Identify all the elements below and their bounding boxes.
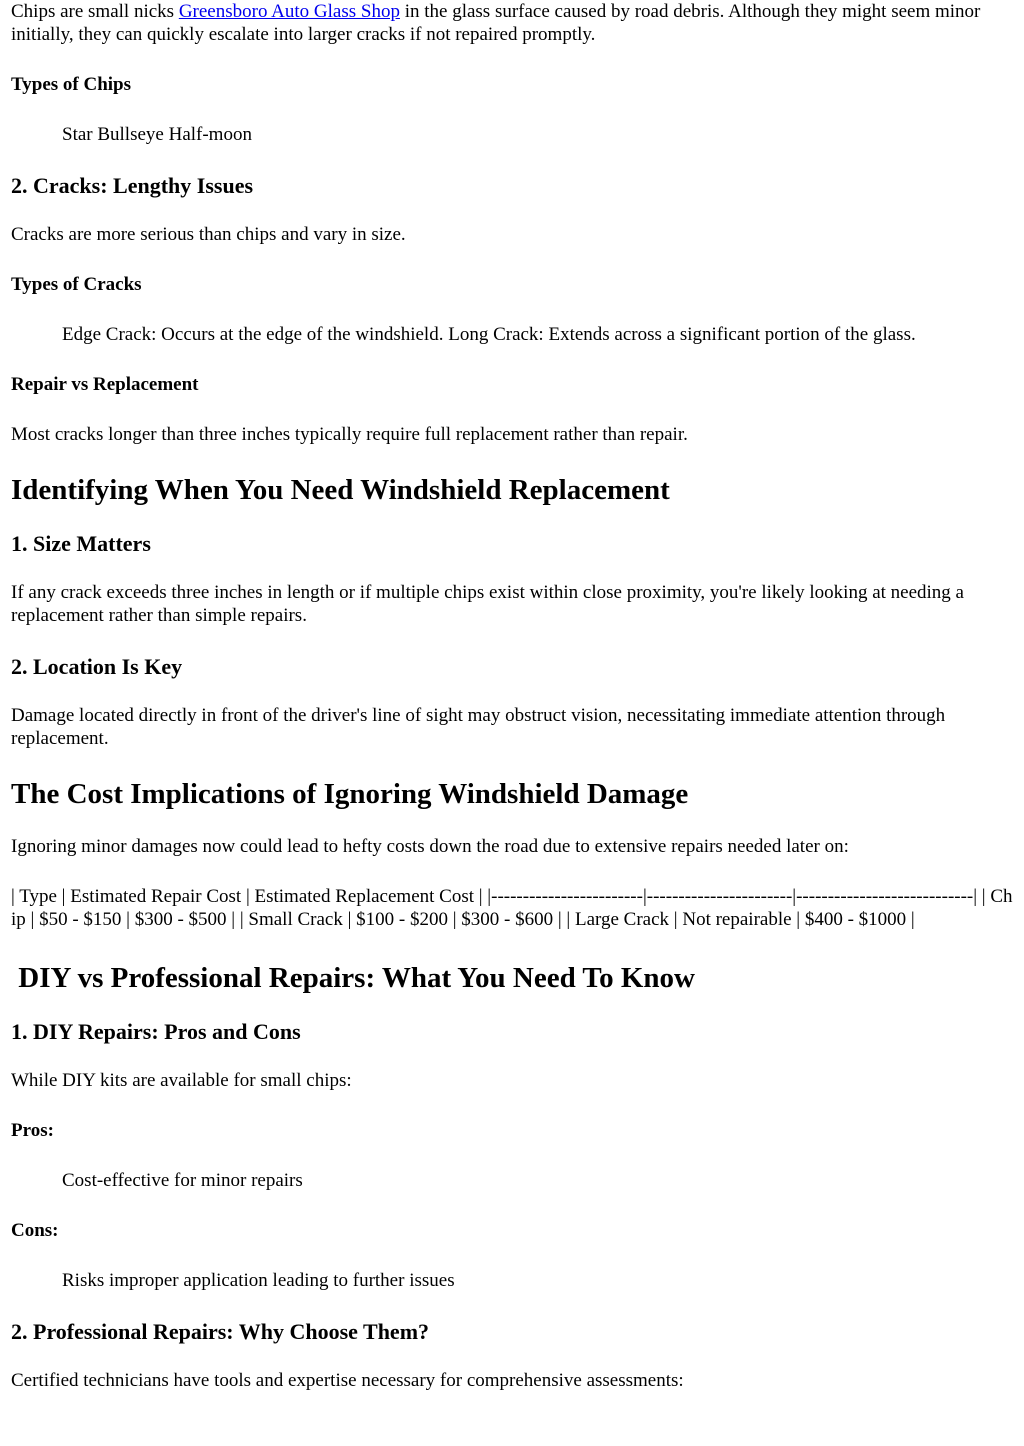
pros-heading: Pros: (11, 1120, 54, 1141)
types-of-chips-list: Star Bullseye Half-moon (62, 124, 252, 145)
chips-intro-text-end: in the glass surface caused by road debris. Although they might seem minor initially, they can quickly escalate into larger cracks if not repaired promptly. (11, 1, 981, 45)
chips-intro-paragraph (11, 0, 1014, 46)
cracks-paragraph: Cracks are more serious than chips and vary in size. (11, 224, 406, 245)
cost-table-raw-text: | Type | Estimated Repair Cost | Estimated Replacement Cost | |------------------------|-----------------------|----------------------------| | Chip | $50 - $150 | $300 - $500 | | Small Crack | $100 - $200 | $300 - $600 | | Large Crack | Not repairable | $400 - $1000 | (11, 886, 1013, 930)
cost-implications-paragraph: Ignoring minor damages now could lead to hefty costs down the road due to extensive repairs needed later on: (11, 836, 849, 857)
repair-vs-replacement-paragraph: Most cracks longer than three inches typically require full replacement rather than repair. (11, 424, 688, 445)
professional-repairs-paragraph: Certified technicians have tools and expertise necessary for comprehensive assessments: (11, 1370, 684, 1391)
greensboro-auto-glass-link[interactable]: Greensboro Auto Glass Shop (178, 1, 400, 22)
cost-implications-heading: The Cost Implications of Ignoring Windshield Damage (11, 778, 689, 810)
cons-item: Risks improper application leading to further issues (62, 1270, 455, 1291)
pros-item: Cost-effective for minor repairs (62, 1170, 303, 1191)
cons-heading: Cons: (11, 1220, 59, 1241)
chips-intro-text-start: Chips are small nicks (11, 1, 179, 22)
diy-kits-paragraph: While DIY kits are available for small chips: (11, 1070, 352, 1091)
types-of-chips-heading: Types of Chips (11, 74, 132, 95)
types-of-cracks-list: Edge Crack: Occurs at the edge of the windshield. Long Crack: Extends across a significant portion of the glass. (62, 324, 916, 345)
diy-pros-cons-heading: 1. DIY Repairs: Pros and Cons (11, 1019, 301, 1044)
size-matters-paragraph: If any crack exceeds three inches in length or if multiple chips exist within close proximity, you're likely looking at needing a replacement rather than simple repairs. (11, 582, 964, 626)
location-is-key-heading: 2. Location Is Key (11, 654, 183, 679)
identifying-replacement-heading: Identifying When You Need Windshield Replacement (11, 474, 670, 506)
location-is-key-paragraph: Damage located directly in front of the driver's line of sight may obstruct vision, necessitating immediate attention through replacement. (11, 705, 946, 749)
repair-vs-replacement-heading: Repair vs Replacement (11, 374, 199, 395)
size-matters-heading: 1. Size Matters (11, 531, 151, 556)
cracks-heading: 2. Cracks: Lengthy Issues (11, 173, 254, 198)
professional-repairs-heading: 2. Professional Repairs: Why Choose Them? (11, 1319, 430, 1344)
diy-vs-professional-heading: DIY vs Professional Repairs: What You Need To Know (11, 962, 695, 994)
types-of-cracks-heading: Types of Cracks (11, 274, 142, 295)
